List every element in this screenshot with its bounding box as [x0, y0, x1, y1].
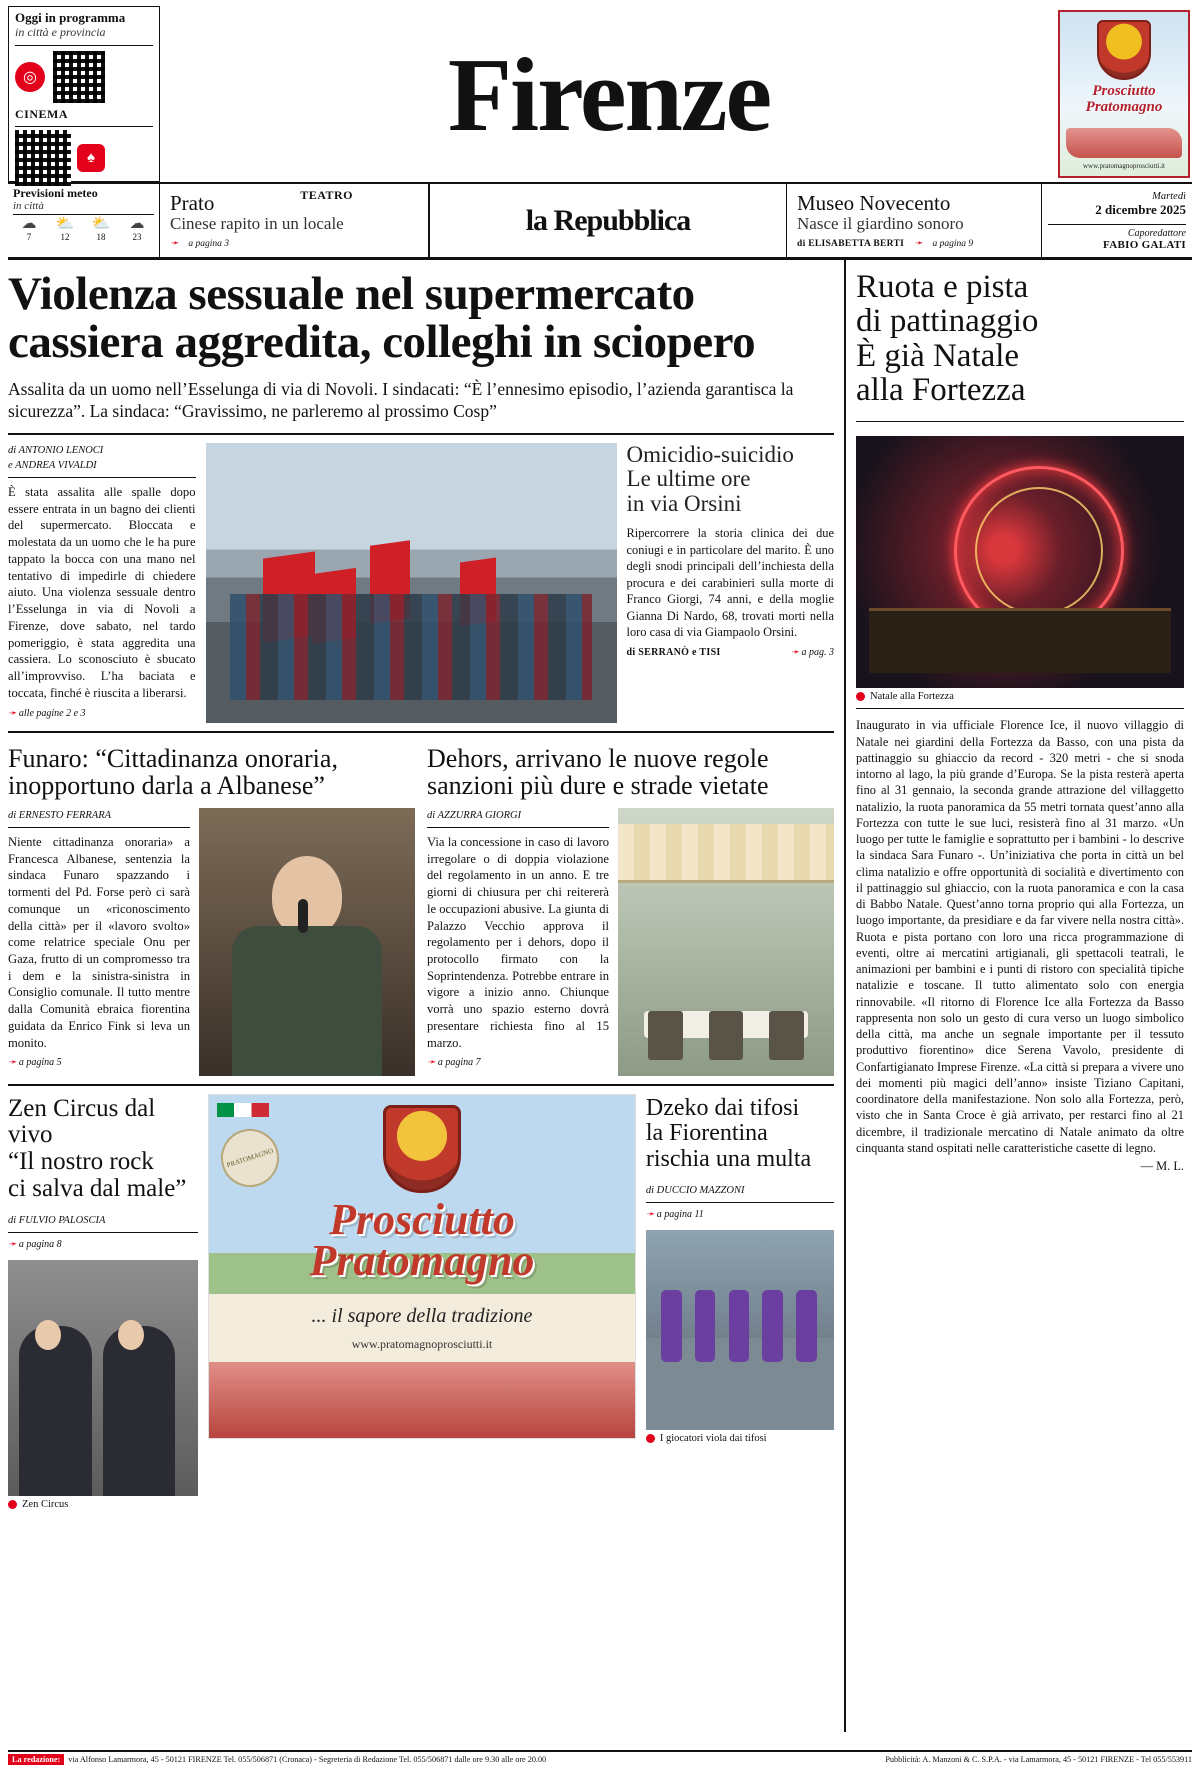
teaser-title: Prato — [170, 190, 215, 215]
chair-shape — [648, 1011, 683, 1059]
cinema-label: CINEMA — [15, 107, 68, 122]
footer-badge: La redazione: — [8, 1754, 64, 1765]
funaro-body: Niente cittadinanza onoraria» a Francesca Albanese, sentenzia la sindaca Funaro spazzando i tormenti del Pd. Forse però ci sarà comunque un «riconoscimento della città» per il «lavoro svolto» come relatrice speciale Onu per Gaza, frutto di un compromesso tra i dem e la sinistra-sinistra in Consiglio comunale. Il tutto mentre dalla Comunità ebraica fiorentina guidata da Enrico Fink si leva un monito. — [8, 834, 190, 1050]
ad-brand-line1: Prosciutto — [329, 1194, 515, 1244]
fortezza-caption — [856, 691, 1184, 702]
ham-illustration — [1066, 128, 1182, 158]
tifosi-photo — [646, 1230, 834, 1430]
lead-page-link-text[interactable]: alle pagine 2 e 3 — [18, 707, 86, 719]
bullet-icon — [856, 692, 865, 701]
arrow-icon: ➛ — [8, 1238, 17, 1250]
ad-url: www.pratomagnoprosciutti.it — [351, 1336, 493, 1351]
dzeko-article — [646, 1094, 834, 1510]
fortezza-body: Inaugurato in via ufficiale Florence Ice, il nuovo villaggio di Natale nei giardini della Fortezza da Basso, con una pista da pattinaggio su ghiaccio da record - 320 metri - che si snoda intorno al lago, la più grande d’Europa. Se la pista resterà aperta fino al 31 gennaio, la seconda grande attrazione del villaggetto natalizio, la ruota panoramica da 55 metri tornata quest’anno alla Fortezza con tutte le sue luci, resisterà fino al 31 marzo. «Un luogo per tutte le famiglie e soprattutto per i bambini - lo descrive la sindaca Sara Funaro -. Un’iniziativa che porta in città un bel clima natalizio e offre opportunità di socialità e divertimento con il pattinaggio sul ghiaccio, con la ruota panoramica e con la casa di Babbo Natale. Quest’anno torna proprio qui alla Fortezza, un luogo importante, da presidiare e da far vivere nella nostra città». Ruota e pista portano con loro una ricca programmazione di eventi, oltre ai mercatini artigianali, gli spettacoli teatrali, le animazioni per bambini e i punti di ristoro con specialità tipiche natalizie e toscane. Il tutto alimentato solo con energia rinnovabile. «Il ritorno di Florence Ice alla Fortezza da Basso rappresenta non solo un gesto di cura verso un luogo simbolico della città, ma anche un segnale importante per il tessuto produttivo fiorentino» dice Serena Vavolo, presidente di Confartigianato Imprese Firenze. «La città si prepara a vivere uno dei momenti più magici dell’anno» insiste Tiziano Capitani, coordinatore della manifestazione. Non solo alla Fortezza, però, visto che in Santa Croce è già arrivato, per restarci fino al 21 dicembre, il tradizionale mercatino di Natale animato da oltre cinquanta stand ospitati nelle caratteristiche casette di legno. — [856, 718, 1184, 1155]
cinema-qr-code[interactable] — [51, 49, 107, 105]
teaser-meta[interactable] — [797, 238, 1031, 249]
weather-day — [49, 217, 81, 242]
sun-cloud-icon: ⛅ — [55, 216, 75, 233]
funaro-title: Funaro: “Cittadinanza onoraria, inopportuno darla a Albanese” — [8, 743, 338, 801]
dzeko-title-line3: rischia una multa — [645, 1146, 812, 1172]
lead-byline — [8, 443, 196, 478]
zen-title — [8, 1096, 198, 1203]
teaser-author: di ELISABETTA BERTI — [797, 238, 905, 249]
dehors-byline: di AZZURRA GIORGI — [427, 808, 609, 828]
ad-url: www.pratomagnoprosciutti.it — [1083, 162, 1165, 170]
funaro-article — [8, 741, 415, 1076]
repubblica-logo — [430, 184, 787, 257]
divider — [15, 126, 153, 127]
omicidio-title-line2: Le ultime ore — [626, 466, 751, 492]
dzeko-caption-text: I giocatori viola dai tifosi — [659, 1432, 767, 1444]
funaro-byline: di ERNESTO FERRARA — [8, 808, 190, 828]
zen-circus-photo — [8, 1260, 198, 1496]
repubblica-logo-text: la Repubblica — [525, 203, 691, 237]
ruota-panoramica-photo — [856, 436, 1184, 688]
flag-shape — [312, 568, 356, 644]
dzeko-page-link[interactable] — [646, 1209, 834, 1220]
fortezza-title-line2: di pattinaggio — [856, 303, 1039, 340]
ad-brand-line2: Pratomagno — [1085, 98, 1163, 115]
bottom-advertisement[interactable] — [208, 1094, 636, 1510]
weather-days — [13, 217, 154, 242]
dehors-title: Dehors, arrivano le nuove regole sanzioni più dure e strade vietate — [427, 743, 769, 801]
divider — [8, 731, 834, 733]
arrow-icon: ➛ — [914, 238, 923, 250]
bullet-icon — [646, 1434, 655, 1443]
sciopero-esselunga-photo — [206, 443, 617, 723]
omicidio-body: Ripercorrere la storia clinica dei due coniugi e in particolare del marito. È uno degli snodi principali dell’inchiesta della procura e dei carabinieri sulla morte di Franco Giorgi, 74 anni, e della moglie Gianna Di Nardo, 68, trovati morti nella loro casa di via Giampaolo Orsini. — [626, 526, 834, 640]
arrow-icon: ➛ — [8, 707, 17, 719]
person-shape — [19, 1326, 91, 1496]
funaro-inner — [8, 808, 415, 1076]
main-area — [8, 260, 1192, 1732]
zen-page-text[interactable]: a pagina 8 — [18, 1238, 62, 1250]
funaro-text-column — [8, 808, 190, 1076]
chalet-shape — [869, 608, 1171, 674]
weather-temp: 18 — [96, 232, 106, 243]
divider — [13, 214, 154, 215]
fortezza-signature: — M. L. — [1140, 1159, 1184, 1173]
teatro-qr-code[interactable] — [15, 130, 71, 186]
albanese-photo — [199, 808, 415, 1076]
right-column — [846, 260, 1184, 1732]
programma-title: Oggi in programma — [15, 10, 126, 25]
crest-icon — [1097, 20, 1151, 80]
lead-headline-line2: cassiera aggredita, colleghi in sciopero — [8, 316, 756, 369]
masthead — [160, 6, 1058, 182]
teaser-page-link[interactable]: a pagina 9 — [932, 238, 974, 249]
fortezza-title-line1: Ruota e pista — [856, 269, 1029, 305]
weather-day — [85, 217, 117, 242]
weather-day — [121, 217, 153, 242]
fortezza-title-line4: alla Fortezza — [856, 371, 1026, 408]
lead-article — [8, 443, 834, 723]
omicidio-title — [627, 443, 834, 517]
arrow-icon: ➛ — [790, 646, 799, 658]
face-shape — [118, 1320, 144, 1350]
weather-temp: 12 — [60, 232, 70, 243]
omicidio-title-line3: in via Orsini — [626, 491, 742, 517]
left-column — [8, 260, 846, 1732]
page-footer — [8, 1750, 1192, 1766]
date: 2 dicembre 2025 — [1095, 201, 1186, 217]
lead-headline-line1: Violenza sessuale nel supermercato — [8, 268, 695, 320]
player-shape — [796, 1290, 817, 1362]
fortezza-title — [856, 270, 1184, 407]
fortezza-caption-text: Natale alla Fortezza — [870, 691, 954, 703]
dzeko-byline: di DUCCIO MAZZONI — [646, 1183, 834, 1203]
cinema-row[interactable] — [15, 49, 153, 105]
ad-slogan: ... il sapore della tradizione — [311, 1304, 533, 1327]
masthead-title: Firenze — [447, 35, 771, 153]
lead-body: È stata assalita alle spalle dopo essere entrata in un bagno dei clienti del supermercato. Bloccata e molestata da un uomo che le ha pure tappato la bocca con una mano nel tentativo di impedirle di chiedere aiuto. Una violenza sessuale dentro l’Esselunga in via di Novoli a Firenze, dove sabato, nel tardo pomeriggio, è stata aggredita una cassiera. Lo sconosciuto è sbucato all’improvviso. L’ha baciata e toccata, finché è riuscita a liberarsi. — [8, 485, 196, 700]
dehors-page-text[interactable]: a pagina 7 — [437, 1057, 481, 1069]
zen-caption — [8, 1499, 198, 1510]
teaser-text: Nasce il giardino sonoro — [797, 213, 964, 233]
ad-artwork — [208, 1094, 636, 1439]
player-shape — [661, 1290, 682, 1362]
lead-text-column — [8, 443, 196, 723]
crest-icon — [383, 1105, 461, 1193]
lead-byline-line1: di ANTONIO LENOCI — [8, 444, 104, 456]
sun-cloud-icon: ⛅ — [91, 216, 111, 233]
teatro-icon: ♠ — [77, 144, 105, 172]
cloud-icon: ☁ — [129, 216, 145, 233]
omicidio-author: di SERRANÒ e TISI — [626, 646, 721, 658]
lead-subhead: Assalita da un uomo nell’Esselunga di via di Novoli. I sindacati: “È l’ennesimo episodio, l’azienda garantisca la sicurezza”. La sindaca: “Gravissimo, ne parleremo al prossimo Cosp” — [8, 378, 794, 421]
omicidio-page-text[interactable]: a pag. 3 — [801, 646, 834, 658]
dehors-inner — [427, 808, 834, 1076]
programma-subtitle: in città e provincia — [15, 25, 106, 40]
dehors-page-link[interactable] — [427, 1057, 609, 1068]
bottom-row — [8, 1094, 834, 1510]
secondary-articles — [8, 741, 834, 1076]
omicidio-article — [627, 443, 834, 723]
arrow-icon: ➛ — [427, 1057, 436, 1069]
ham-illustration — [209, 1362, 635, 1438]
teaser-prato[interactable] — [160, 184, 430, 257]
weekday: Martedì — [1152, 190, 1186, 202]
player-shape — [695, 1290, 716, 1362]
date-block — [1042, 184, 1192, 257]
dzeko-title — [646, 1096, 834, 1173]
face-shape — [35, 1320, 61, 1350]
zen-page-link[interactable] — [8, 1239, 198, 1250]
ad-brand-line2: Pratomagno — [309, 1236, 535, 1286]
flag-shape — [370, 541, 410, 625]
weather-title: Previsioni meteo — [13, 186, 98, 200]
divider — [15, 45, 153, 46]
cinema-icon: ◎ — [15, 62, 45, 92]
dzeko-title-line2: la Fiorentina — [645, 1120, 768, 1147]
footer-left-text: via Alfonso Lamarmora, 45 - 50121 FIRENZE Tel. 055/506871 (Cronaca) - Segreteria di Redazione Tel. 055/506871 dalle ore 9.30 alle ore 20.00 — [68, 1754, 547, 1764]
teatro-label: TEATRO — [300, 188, 353, 203]
ad-brand-line1: Prosciutto — [1092, 83, 1156, 99]
zen-caption-text: Zen Circus — [22, 1498, 69, 1510]
chair-shape — [709, 1011, 744, 1059]
lead-headline — [8, 270, 834, 367]
dehors-body: Via la concessione in caso di lavoro irregolare o di doppia violazione del regolamento in un anno. E tre giorni di chiusura per chi reitererà le occupazioni abusive. La giunta di Palazzo Vecchio approva il regolamento per i dehors, dopo il protocollo firmato con la Soprintendenza. Potrebbe entrare in vigore a inizio anno. Chiunque vorrà uno spazio esterno dovrà presentare richiesta fino al 15 marzo. — [427, 834, 609, 1050]
zen-title-line2: “Il nostro rock — [8, 1148, 154, 1176]
zen-byline: di FULVIO PALOSCIA — [8, 1213, 198, 1233]
funaro-page-link[interactable] — [8, 1057, 190, 1068]
ad-brand — [209, 1194, 635, 1286]
weather-subtitle: in città — [13, 200, 44, 213]
ad-tag: PRATOMAGNO — [214, 1121, 287, 1194]
weather-temp: 23 — [132, 232, 142, 243]
portrait-body — [232, 926, 382, 1076]
ad-brand — [1060, 84, 1188, 116]
flag-shape — [263, 551, 315, 642]
divider — [856, 421, 1184, 422]
player-shape — [762, 1290, 783, 1362]
player-shape — [729, 1290, 750, 1362]
weather-day — [13, 217, 45, 242]
divider — [8, 1084, 834, 1086]
teaser-title: Museo Novecento — [797, 190, 951, 215]
lead-page-link[interactable] — [8, 708, 196, 719]
cloud-icon: ☁ — [21, 216, 37, 233]
person-shape — [103, 1326, 175, 1496]
arrow-icon: ➛ — [8, 1057, 17, 1069]
dehors-article — [427, 741, 834, 1076]
bullet-icon — [8, 1500, 17, 1509]
divider — [856, 708, 1184, 709]
funaro-page-text[interactable]: a pagina 5 — [18, 1057, 62, 1069]
arrow-icon: ➛ — [170, 238, 179, 250]
dzeko-title-line1: Dzeko dai tifosi — [645, 1094, 800, 1121]
teaser-meta[interactable] — [170, 238, 418, 249]
footer-right-text: Pubblicità: A. Manzoni & C. S.P.A. - via Lamarmora, 45 - 50121 FIRENZE - Tel 055/553911 — [885, 1754, 1192, 1764]
teaser-museo[interactable] — [787, 184, 1042, 257]
chair-shape — [769, 1011, 804, 1059]
second-strip — [8, 184, 1192, 260]
arrow-icon: ➛ — [645, 1208, 655, 1220]
fortezza-title-line3: È già Natale — [856, 337, 1020, 374]
italian-flag-icon — [217, 1103, 269, 1117]
editor-role: Caporedattore — [1048, 224, 1186, 239]
editor-name: FABIO GALATI — [1103, 238, 1186, 251]
awning-shape — [618, 824, 834, 883]
omicidio-title-line1: Omicidio-suicidio — [626, 441, 794, 467]
zen-title-line1: Zen Circus dal vivo — [8, 1094, 156, 1149]
dehors-photo — [618, 808, 834, 1076]
microphone-shape — [298, 899, 308, 933]
weather-temp: 7 — [26, 232, 32, 243]
zen-title-line3: ci salva dal male” — [8, 1174, 187, 1202]
teaser-page-link[interactable]: a pagina 3 — [188, 238, 230, 249]
teaser-text: Cinese rapito in un locale — [170, 213, 344, 233]
omicidio-credit[interactable] — [627, 647, 834, 658]
omicidio-page-link[interactable] — [791, 647, 834, 658]
divider — [8, 433, 834, 435]
top-advertisement[interactable] — [1058, 10, 1190, 178]
zen-circus-article — [8, 1094, 198, 1510]
teatro-row[interactable] — [15, 130, 153, 186]
dzeko-caption — [646, 1433, 834, 1444]
flag-shape — [460, 558, 496, 627]
dehors-text-column — [427, 808, 609, 1076]
dzeko-page-text[interactable]: a pagina 11 — [656, 1208, 704, 1220]
weather-box — [8, 184, 160, 257]
lead-byline-line2: e ANDREA VIVALDI — [8, 459, 97, 471]
